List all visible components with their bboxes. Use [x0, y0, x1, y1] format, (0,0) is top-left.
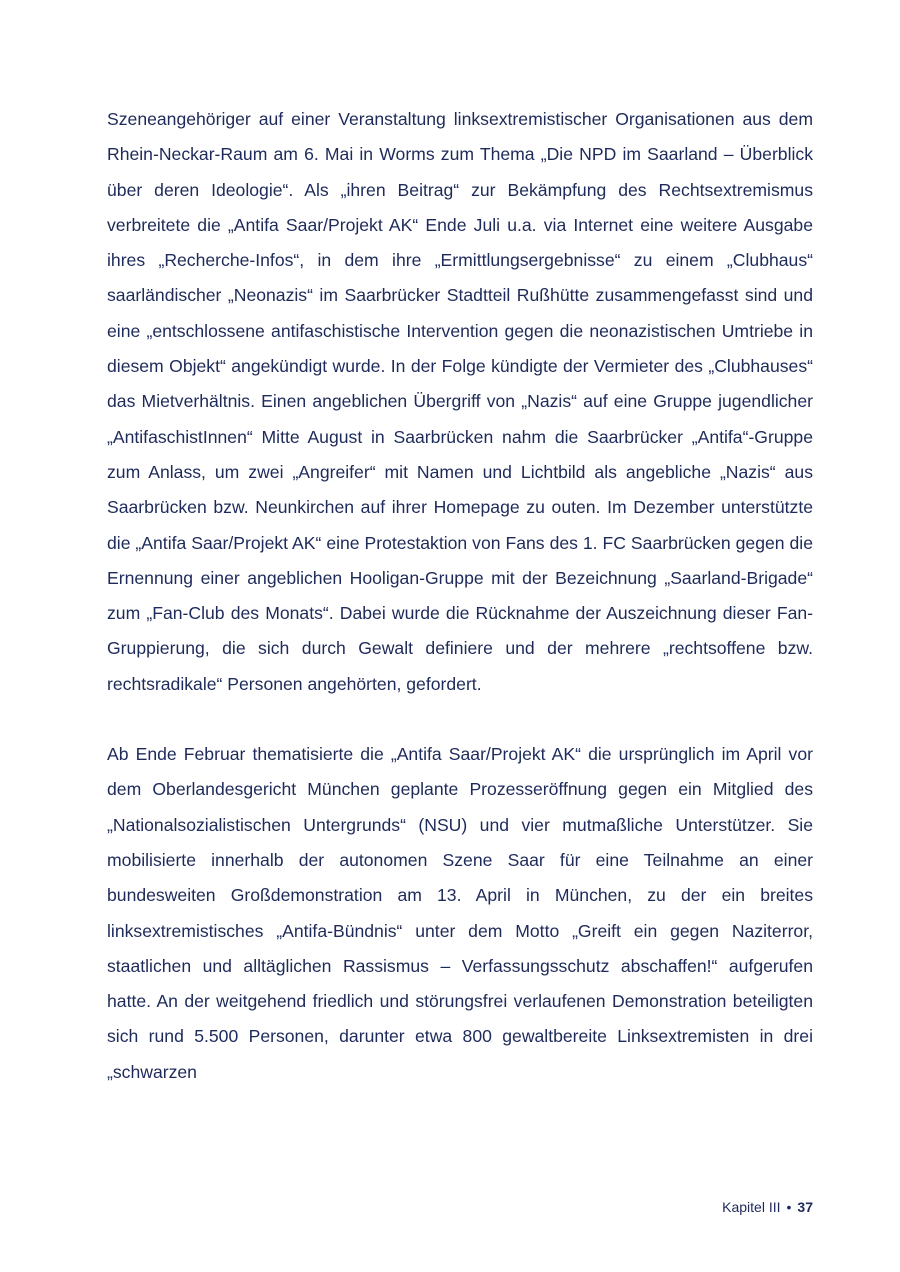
page-number: 37 [797, 1199, 813, 1215]
paragraph: Ab Ende Februar thematisierte die „Antifa Saar/Projekt AK“ die ursprünglich im April vor dem Oberlandesgericht München geplante Prozesseröffnung gegen ein Mitglied des „Nationalsozialistischen Untergrunds“ (NSU) und vier mutmaßliche Unterstützer. Sie mobilisierte innerhalb der autonomen Szene Saar für eine Teilnahme an einer bundesweiten Großdemonstration am 13. April in München, zu der ein breites linksextremistisches „Antifa-Bündnis“ unter dem Motto „Greift ein gegen Naziterror, staatlichen und alltäglichen Rassismus – Verfassungsschutz abschaffen!“ aufgerufen hatte. An der weitgehend friedlich und störungsfrei verlaufenen Demonstration beteiligten sich rund 5.500 Personen, darunter etwa 800 gewaltbereite Linksextremisten in drei „schwarzen [107, 744, 813, 1082]
footer-separator: • [786, 1199, 792, 1215]
page-footer [722, 1196, 813, 1218]
body-text [107, 102, 813, 1090]
chapter-label: Kapitel III [722, 1199, 781, 1215]
paragraph: Szeneangehöriger auf einer Veranstaltung linksextremistischer Organisationen aus dem Rhein-Neckar-Raum am 6. Mai in Worms zum Thema „Die NPD im Saarland – Überblick über deren Ideologie“. Als „ihren Beitrag“ zur Bekämpfung des Rechtsextremismus verbreitete die „Antifa Saar/Projekt AK“ Ende Juli u.a. via Internet eine weitere Ausgabe ihres „Recherche-Infos“, in dem ihre „Ermittlungsergebnisse“ zu einem „Clubhaus“ saarländischer „Neonazis“ im Saarbrücker Stadtteil Rußhütte zusammengefasst sind und eine „entschlossene antifaschistische Intervention gegen die neonazistischen Umtriebe in diesem Objekt“ angekündigt wurde. In der Folge kündigte der Vermieter des „Clubhauses“ das Mietverhältnis. Einen angeblichen Übergriff von „Nazis“ auf eine Gruppe jugendlicher „AntifaschistInnen“ Mitte August in Saarbrücken nahm die Saarbrücker „Antifa“-Gruppe zum Anlass, um zwei „Angreifer“ mit Namen und Lichtbild als angebliche „Nazis“ aus Saarbrücken bzw. Neunkirchen auf ihrer Homepage zu outen. Im Dezember unterstützte die „Antifa Saar/Projekt AK“ eine Protestaktion von Fans des 1. FC Saarbrücken gegen die Ernennung einer angeblichen Hooligan-Gruppe mit der Bezeichnung „Saarland-Brigade“ zum „Fan-Club des Monats“. Dabei wurde die Rücknahme der Auszeichnung dieser Fan-Gruppierung, die sich durch Gewalt definiere und der mehrere „rechtsoffene bzw. rechtsradikale“ Personen angehörten, gefordert. [107, 109, 813, 694]
